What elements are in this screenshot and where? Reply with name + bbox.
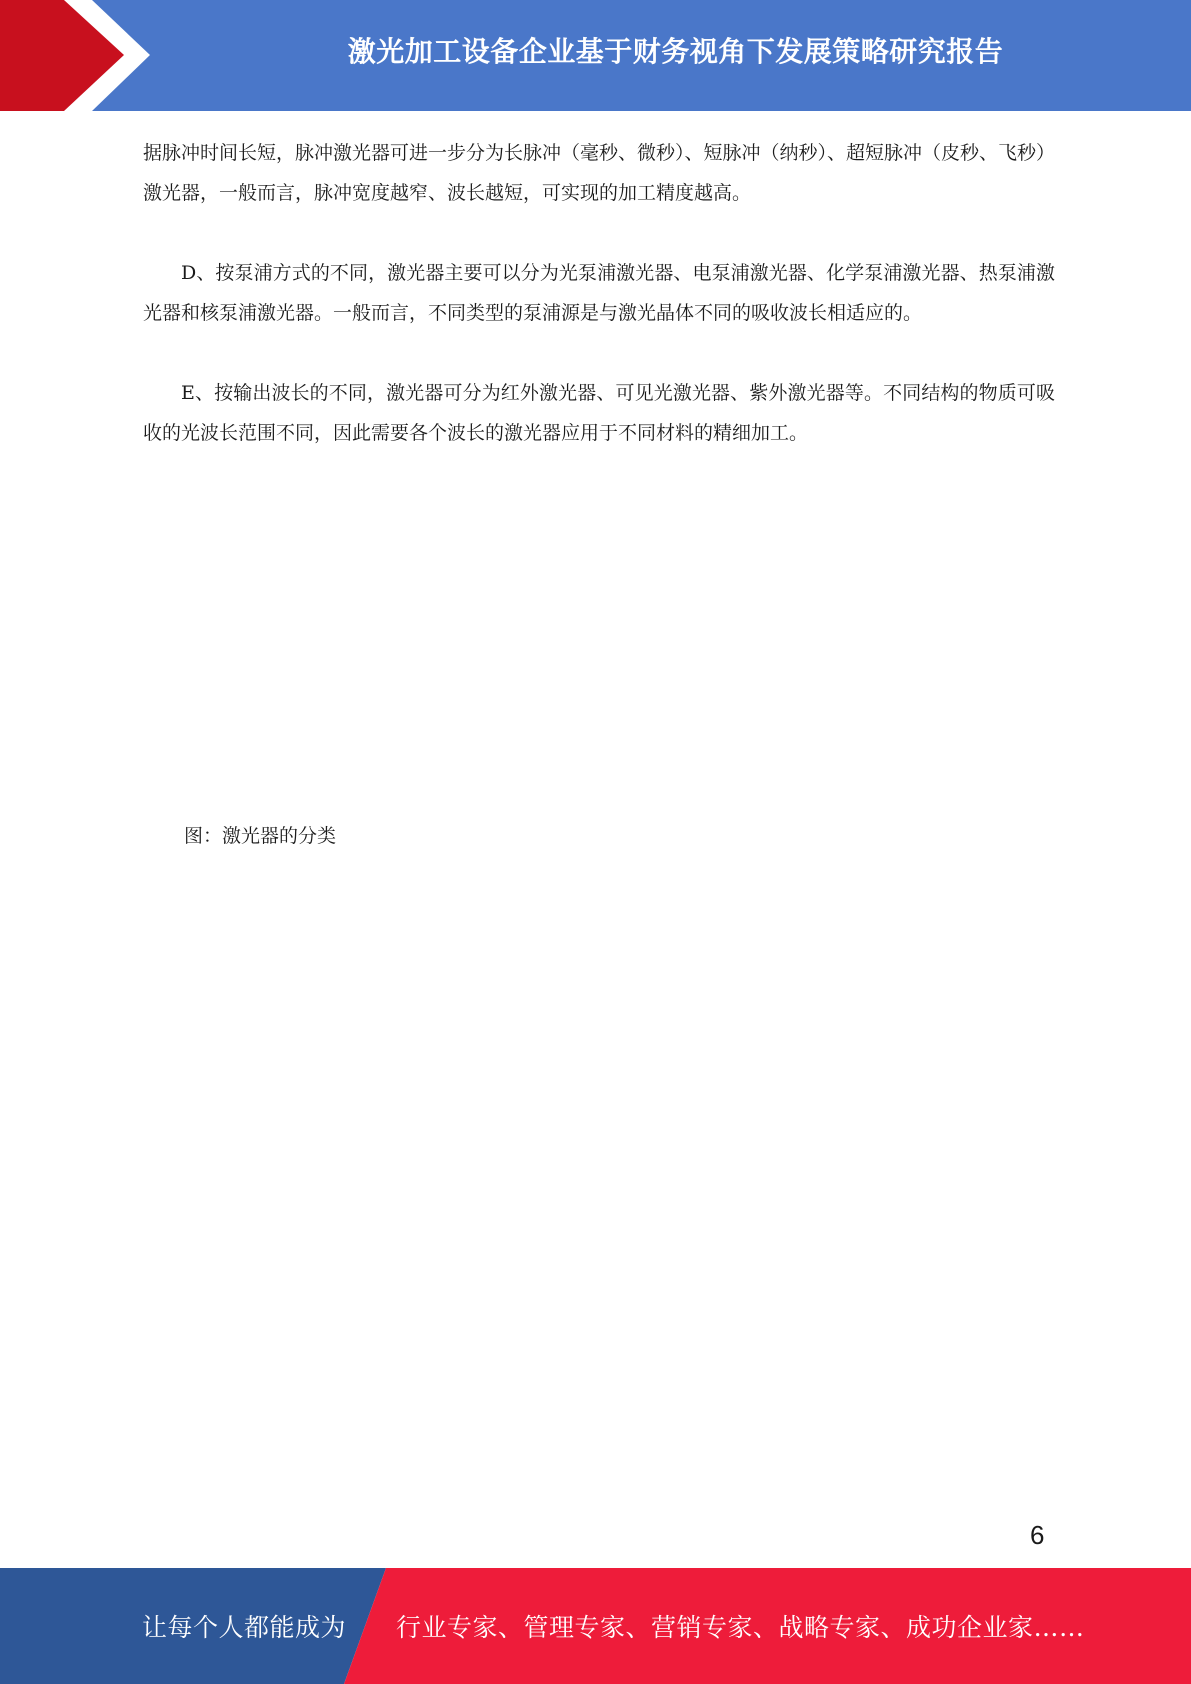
footer-slogan-right: 行业专家、管理专家、营销专家、战略专家、成功企业家…… — [396, 1613, 1085, 1642]
figure-caption: 图：激光器的分类 — [184, 825, 337, 847]
report-title: 激光加工设备企业基于财务视角下发展策略研究报告 — [347, 35, 1004, 68]
paragraph-pumping-method: D、按泵浦方式的不同，激光器主要可以分为光泵浦激光器、电泵浦激光器、化学泵浦激光器、热泵浦激光器和核泵浦激光器。一般而言，不同类型的泵浦源是与激光晶体不同的吸收波长相适应的。 — [143, 262, 1055, 324]
page-header — [0, 0, 1191, 111]
footer-slogan-left: 让每个人都能成为 — [142, 1613, 347, 1642]
paragraph-pulse-width: 据脉冲时间长短，脉冲激光器可进一步分为长脉冲（毫秒、微秒）、短脉冲（纳秒）、超短脉冲（皮秒、飞秒）激光器，一般而言，脉冲宽度越窄、波长越短，可实现的加工精度越高。 — [143, 142, 1056, 204]
paragraph-output-wavelength: E、按输出波长的不同，激光器可分为红外激光器、可见光激光器、紫外激光器等。不同结构的物质可吸收的光波长范围不同，因此需要各个波长的激光器应用于不同材料的精细加工。 — [143, 382, 1055, 444]
page-number: 6 — [1030, 1520, 1045, 1550]
document-body — [143, 133, 1055, 493]
page-footer — [0, 1568, 1191, 1684]
